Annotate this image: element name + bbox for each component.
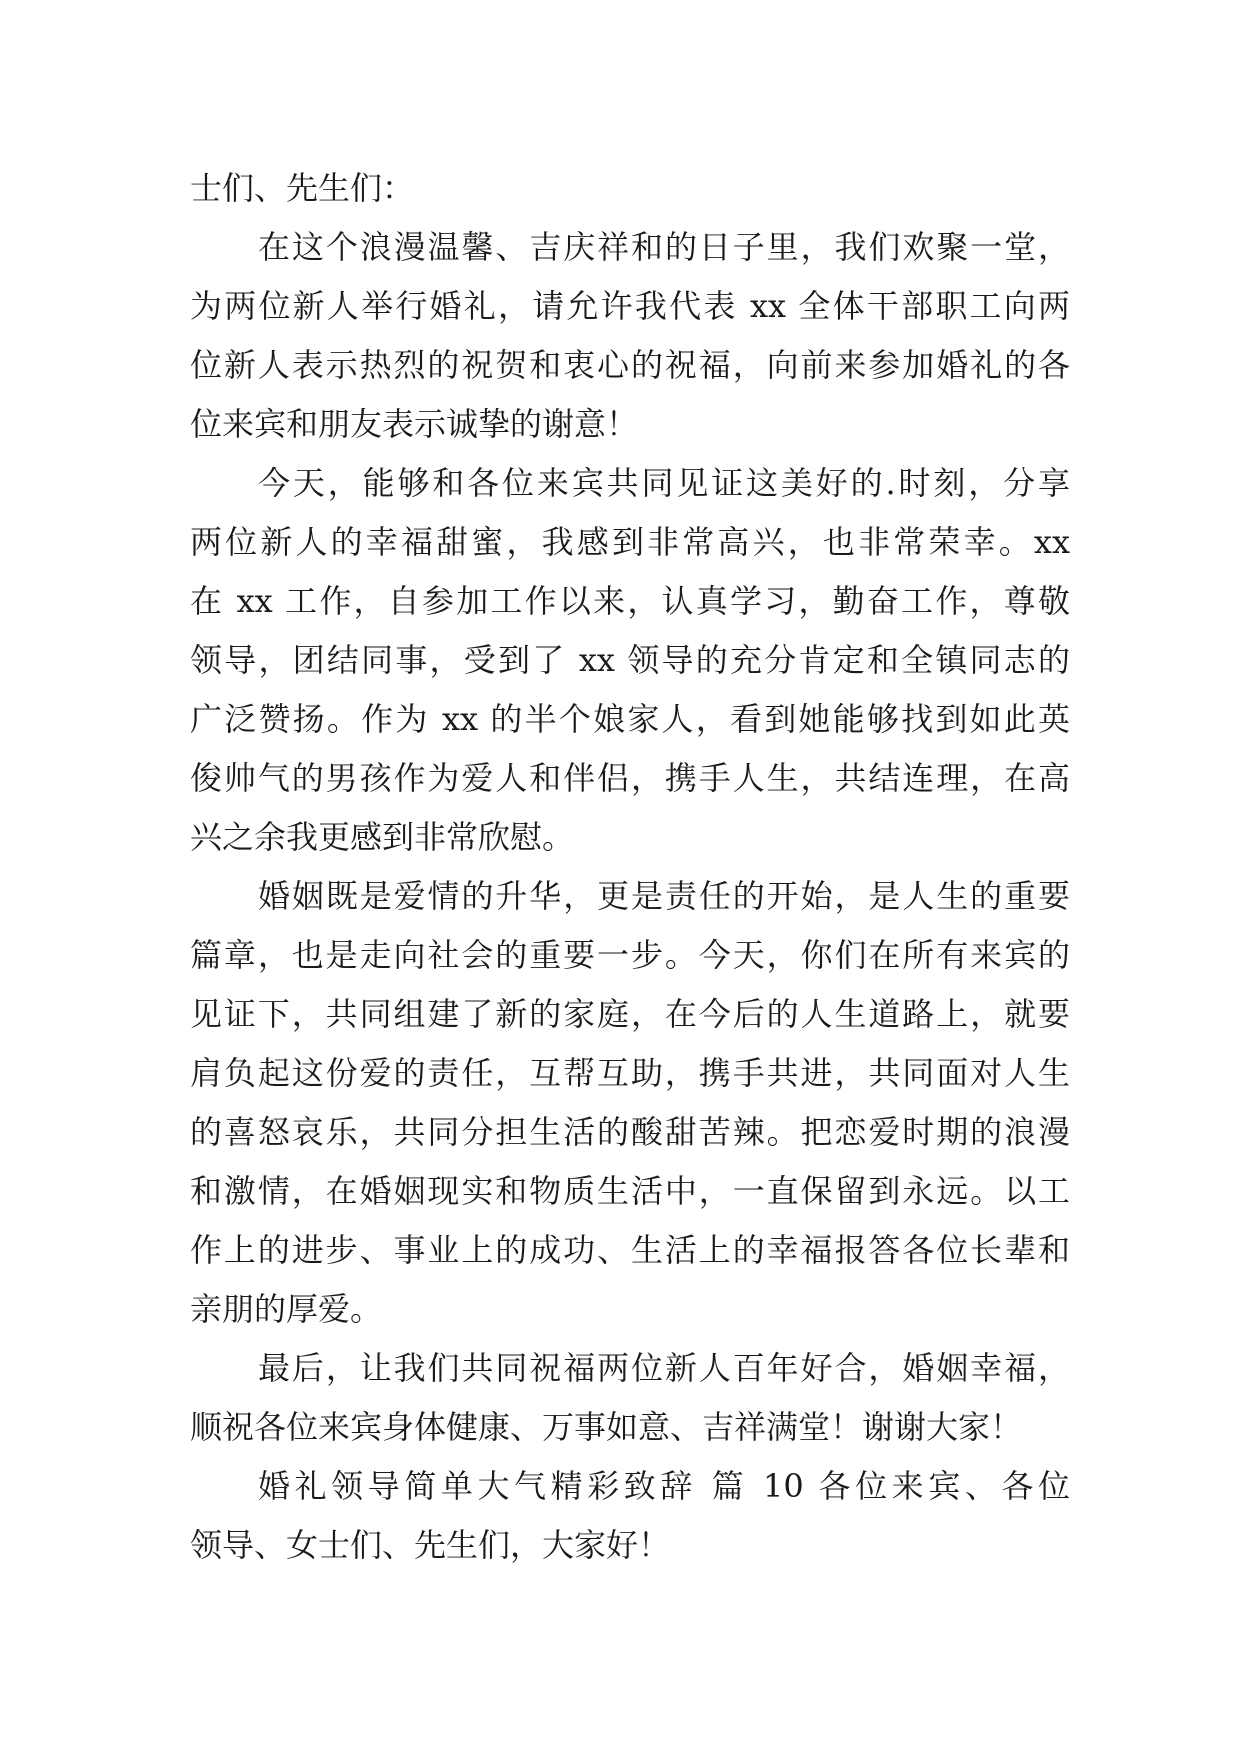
text-line: 作上的进步、事业上的成功、生活上的幸福报答各位长辈和 bbox=[190, 1231, 1070, 1269]
text-line: 为两位新人举行婚礼，请允许我代表 xx 全体干部职工向两 bbox=[190, 287, 1070, 325]
text-line: 在 xx 工作，自参加工作以来，认真学习，勤奋工作，尊敬 bbox=[190, 582, 1070, 620]
document-body bbox=[190, 159, 1070, 1575]
text-line: 兴之余我更感到非常欣慰。 bbox=[190, 818, 575, 856]
text-line: 亲朋的厚爱。 bbox=[190, 1290, 383, 1328]
text-line: 今天，能够和各位来宾共同见证这美好的.时刻，分享 bbox=[258, 464, 1070, 502]
text-line: 广泛赞扬。作为 xx 的半个娘家人，看到她能够找到如此英 bbox=[190, 700, 1070, 738]
text-line: 位来宾和朋友表示诚挚的谢意！ bbox=[190, 405, 639, 443]
text-line: 篇章，也是走向社会的重要一步。今天，你们在所有来宾的 bbox=[190, 936, 1070, 974]
text-line: 最后，让我们共同祝福两位新人百年好合，婚姻幸福， bbox=[258, 1349, 1070, 1387]
text-line: 领导、女士们、先生们，大家好！ bbox=[190, 1526, 671, 1564]
text-line: 婚礼领导简单大气精彩致辞 篇 10 各位来宾、各位 bbox=[258, 1467, 1070, 1505]
text-line: 领导，团结同事，受到了 xx 领导的充分肯定和全镇同志的 bbox=[190, 641, 1070, 679]
text-line: 俊帅气的男孩作为爱人和伴侣，携手人生，共结连理，在高 bbox=[190, 759, 1070, 797]
text-line: 位新人表示热烈的祝贺和衷心的祝福，向前来参加婚礼的各 bbox=[190, 346, 1070, 384]
text-line: 婚姻既是爱情的升华，更是责任的开始，是人生的重要 bbox=[258, 877, 1070, 915]
text-line: 的喜怒哀乐，共同分担生活的酸甜苦辣。把恋爱时期的浪漫 bbox=[190, 1113, 1070, 1151]
text-line: 士们、先生们： bbox=[190, 169, 415, 207]
text-line: 肩负起这份爱的责任，互帮互助，携手共进，共同面对人生 bbox=[190, 1054, 1070, 1092]
text-line: 在这个浪漫温馨、吉庆祥和的日子里，我们欢聚一堂， bbox=[258, 228, 1070, 266]
text-line: 见证下，共同组建了新的家庭，在今后的人生道路上，就要 bbox=[190, 995, 1070, 1033]
text-line: 顺祝各位来宾身体健康、万事如意、吉祥满堂！谢谢大家！ bbox=[190, 1408, 1023, 1446]
text-line: 两位新人的幸福甜蜜，我感到非常高兴，也非常荣幸。xx bbox=[190, 523, 1070, 561]
text-line: 和激情，在婚姻现实和物质生活中，一直保留到永远。以工 bbox=[190, 1172, 1070, 1210]
